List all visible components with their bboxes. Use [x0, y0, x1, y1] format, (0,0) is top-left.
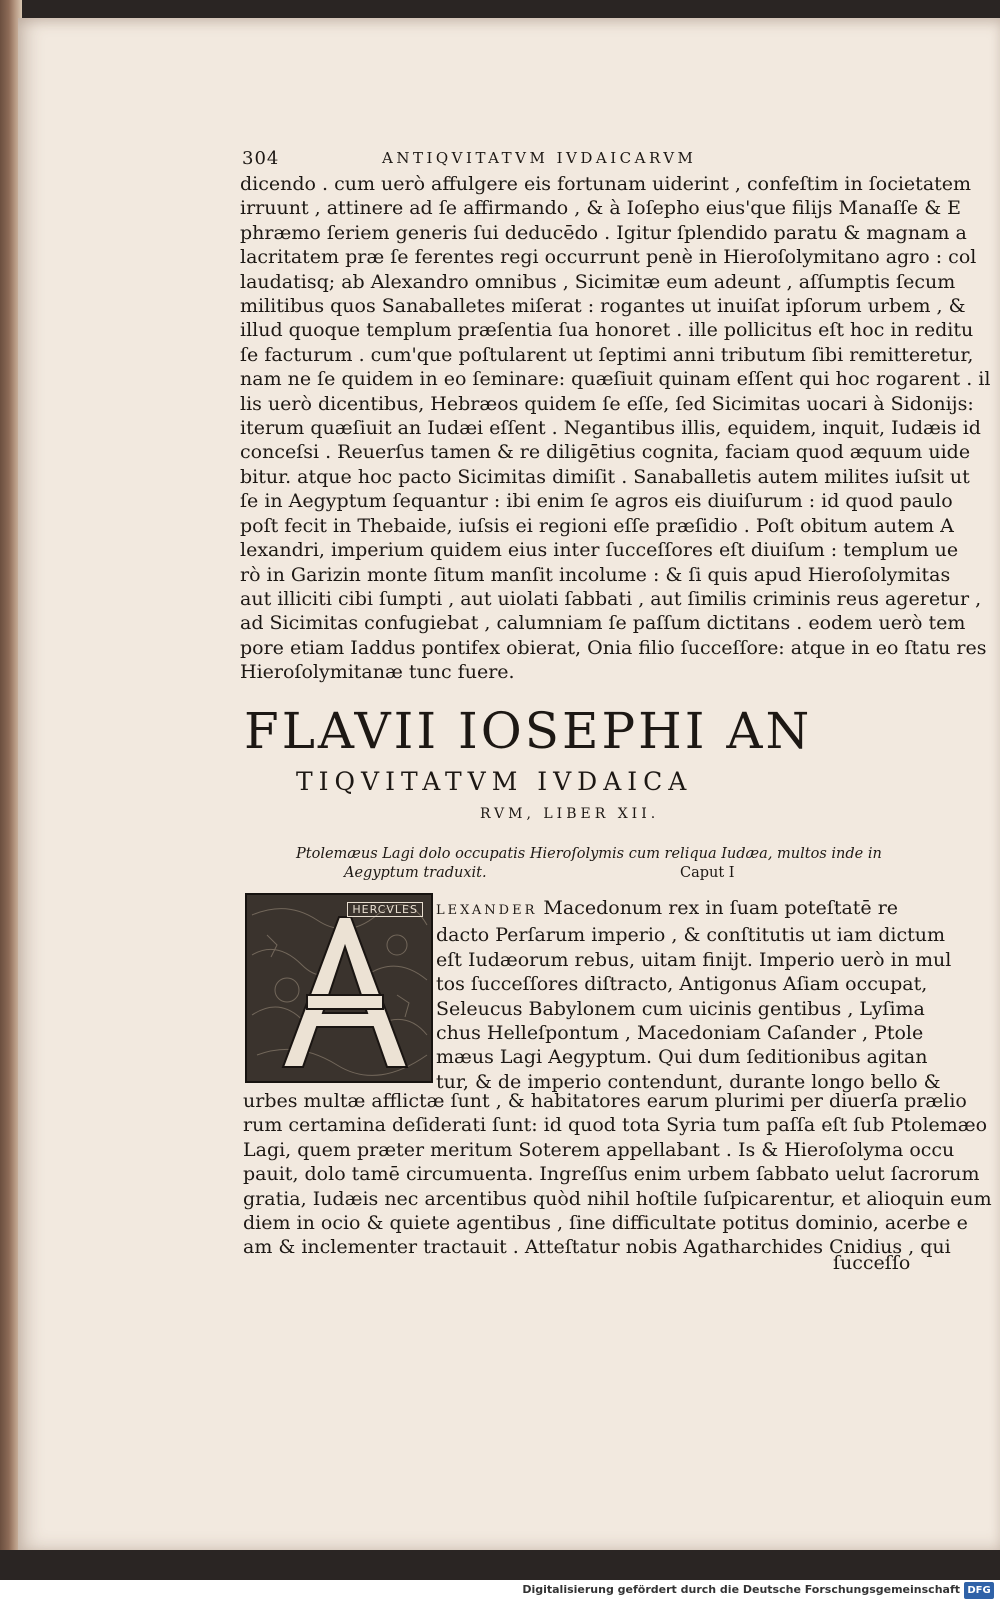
- text-line: phræmo ſeriem generis ſui deducēdo . Igitur ſplendido paratu & magnam a: [240, 221, 967, 244]
- woodcut-illustration: [247, 895, 431, 1081]
- text-line: diem in ocio & quiete agentibus , ſine difficultate potitus dominio, acerbe e: [243, 1212, 968, 1235]
- text-line: nam ne ſe quidem in eo ſeminare: quæſiuit quinam eſſent qui hoc rogarent . il: [240, 368, 991, 391]
- text-line: aut illiciti cibi ſumpti , aut uiolati ſabbati , aut ſimilis criminis reus ageretur ,: [240, 587, 982, 610]
- text-line: [436, 896, 906, 923]
- text-line: ad Sicimitas confugiebat , calumniam ſe paſſum dictitans . eodem uerò tem: [240, 612, 966, 635]
- chapter-body-text: [243, 1089, 992, 1260]
- text-line: irruunt , attinere ad ſe affirmando , & à Ioſepho eius'que filijs Manaſſe & E: [240, 197, 962, 220]
- text-line: laudatisq; ab Alexandro omnibus , Sicimitæ eum adeunt , aſſumptis ſecum: [240, 270, 956, 293]
- text-line: tur, & de imperio contendunt, durante longo bello &: [436, 1070, 941, 1093]
- text-line: Lagi, quem præter meritum Soterem appellabant . Is & Hieroſolyma occu: [243, 1138, 955, 1161]
- text-line: am & inclementer tractauit . Atteſtatur nobis Agatharchides Cnidius , qui: [243, 1236, 951, 1259]
- initial-banner: HERCVLES: [347, 902, 423, 917]
- text-line: rum certamina deſiderati ſunt: id quod tota Syria tum paſſa eſt ſub Ptolemæo: [243, 1114, 988, 1137]
- chapter-label: Caput I: [680, 865, 735, 881]
- chapter-summary: [296, 845, 896, 883]
- summary-line: Ptolemæus Lagi dolo occupatis Hieroſolymis cum reliqua Iudæa, multos inde in: [296, 846, 882, 862]
- decorated-initial-woodcut: [245, 893, 433, 1083]
- chapter-opening-text: [436, 896, 952, 1094]
- text-line: iterum quæſiuit an Iudæi eſſent . Negantibus illis, equidem, inquit, Iudæis id: [240, 417, 981, 440]
- summary-line-text: Aegyptum traduxit.: [344, 865, 487, 881]
- text-line: dacto Perſarum imperio , & conſtitutis ut iam dictum: [436, 924, 945, 947]
- text-line: eſt Iudæorum rebus, uitam finijt. Imperio uerò in mul: [436, 948, 952, 971]
- text-line: bitur. atque hoc pacto Sicimitas dimiſit . Sanaballetis autem milites iuſsit ut: [240, 465, 970, 488]
- text-line: ſe in Aegyptum ſequantur : ibi enim ſe agros eis diuiſurum : id quod paulo: [240, 490, 953, 513]
- text-line: ſe facturum . cum'que poſtularent ut ſeptimi anni tributum ſibi remitteretur,: [240, 343, 974, 366]
- digitization-footer: [0, 1580, 1000, 1603]
- text-line-continuation: Macedonum rex in ſuam poteſtatē re: [537, 897, 899, 919]
- book-title: FLAVII IOSEPHI AN: [244, 702, 813, 760]
- text-line: tos ſucceſſores diſtracto, Antigonus Aſiam occupat,: [436, 973, 928, 996]
- running-title: ANTIQVITATVM IVDAICARVM: [382, 149, 697, 167]
- dfg-logo: DFG: [964, 1582, 994, 1599]
- text-line: Seleucus Babylonem cum uicinis gentibus , Lyſima: [436, 997, 925, 1020]
- text-line: pauit, dolo tamē circumuenta. Ingreſſus enim urbem ſabbato uelut ſacrorum: [243, 1163, 980, 1186]
- book-number: RVM, LIBER XII.: [480, 806, 660, 822]
- text-line: lexandri, imperium quidem eius inter ſucceſſores eſt diuiſum : templum ue: [240, 539, 959, 562]
- footer-credit: Digitalisierung gefördert durch die Deutsche Forschungsgemeinschaft: [522, 1583, 960, 1596]
- running-head: [242, 148, 908, 170]
- text-line: rò in Garizin monte ſitum manſit incolume : & ſi quis apud Hieroſolymitas: [240, 563, 951, 586]
- body-text-block: [240, 172, 991, 685]
- book-title-continued: TIQVITATVM IVDAICA: [296, 767, 693, 796]
- text-line: chus Helleſpontum , Macedoniam Caſander , Ptole: [436, 1022, 924, 1045]
- text-line: militibus quos Sanaballetes miſerat : rogantes ut inuiſat ipſorum urbem , &: [240, 295, 966, 318]
- text-line: gratia, Iudæis nec arcentibus quòd nihil hoſtile ſuſpicarentur, et alioquin eum: [243, 1187, 992, 1210]
- text-line: poſt fecit in Thebaide, iuſsis ei regioni eſſe præſidio . Poſt obitum autem A: [240, 514, 954, 537]
- page-number: 304: [242, 148, 280, 169]
- text-line: Hieroſolymitanæ tunc fuere.: [240, 661, 515, 684]
- text-line: dicendo . cum uerò affulgere eis fortunam uiderint , confeſtim in ſocietatem: [240, 173, 972, 195]
- text-line: lis uerò dicentibus, Hebræos quidem ſe eſſe, ſed Sicimitas uocari à Sidonijs:: [240, 392, 974, 415]
- text-line: conceſsi . Reuerſus tamen & re diligētius cognita, faciam quod æquum uide: [240, 441, 971, 464]
- text-line: urbes multæ afflictæ ſunt , & habitatores earum plurimi per diuerſa prælio: [243, 1090, 967, 1112]
- catchword: ſucceſſo: [833, 1252, 911, 1274]
- text-line: mæus Lagi Aegyptum. Qui dum ſeditionibus agitan: [436, 1046, 928, 1069]
- text-line: illud quoque templum præſentia ſua honoret . ille pollicitus eſt hoc in reditu: [240, 319, 974, 342]
- text-line: lacritatem præ ſe ferentes regi occurrunt penè in Hieroſolymitano agro : col: [240, 246, 977, 269]
- text-line: pore etiam Iaddus pontifex obierat, Onia filio ſucceſſore: atque in eo ſtatu res: [240, 636, 987, 659]
- summary-line: [296, 864, 896, 883]
- chapter-first-word: LEXANDER: [436, 903, 538, 918]
